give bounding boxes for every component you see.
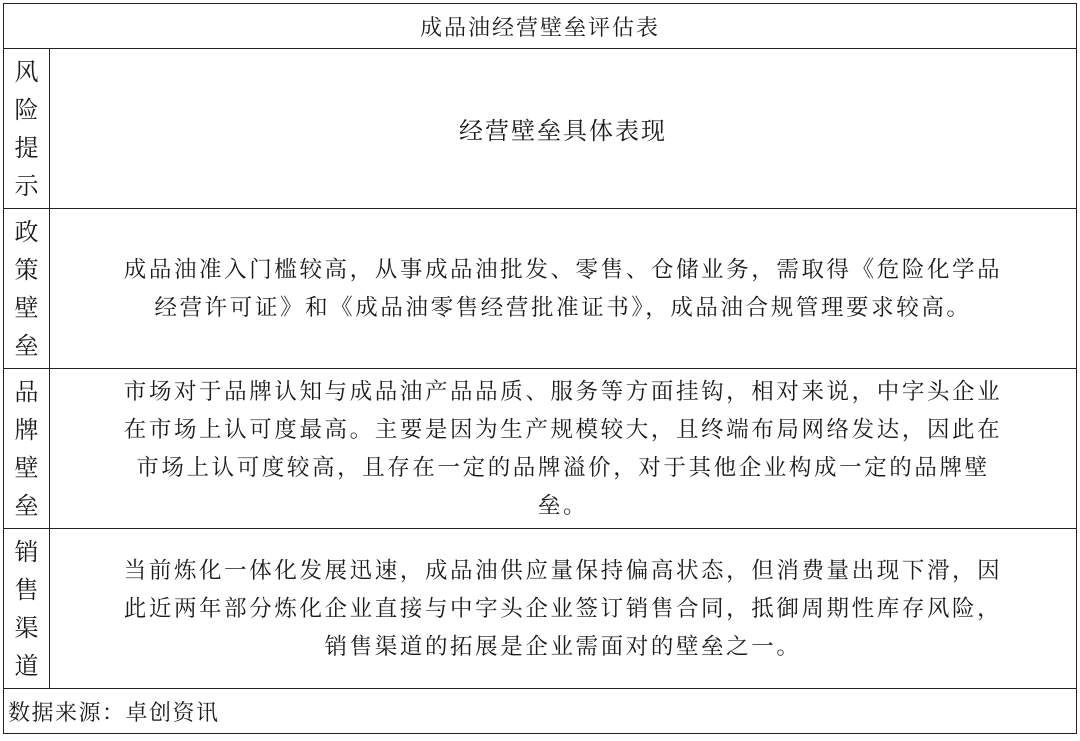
data-source-note: 数据来源：卓创资讯 — [4, 689, 1077, 734]
row-content-brand — [50, 369, 1077, 529]
table-row-sales-channel — [4, 529, 1077, 689]
row-label-char: 垒 — [14, 491, 39, 520]
table-row-brand-barrier — [4, 369, 1077, 529]
risk-header-label — [4, 49, 50, 209]
content-line: 在市场上认可度最高。主要是因为生产规模较大，且终端布局网络发达，因此在 — [123, 416, 1003, 443]
row-label-char: 售 — [14, 575, 39, 604]
row-content-policy — [50, 209, 1077, 369]
content-line: 市场上认可度较高，且存在一定的品牌溢价，对于其他企业构成一定的品牌壁 — [136, 454, 990, 481]
risk-header-char: 提 — [14, 133, 39, 162]
content-line: 当前炼化一体化发展迅速，成品油供应量保持偏高状态，但消费量出现下滑，因 — [123, 557, 1003, 584]
content-line: 经营许可证》和《成品油零售经营批准证书》，成品油合规管理要求较高。 — [154, 294, 972, 321]
row-label-brand — [4, 369, 50, 529]
row-label-char: 垒 — [14, 331, 39, 360]
source-row — [4, 689, 1077, 734]
row-label-char: 壁 — [14, 293, 39, 322]
barrier-assessment-sheet — [3, 3, 1076, 737]
row-label-policy — [4, 209, 50, 369]
risk-header-char: 风 — [14, 57, 39, 86]
row-label-char: 道 — [14, 651, 39, 680]
table-title: 成品油经营壁垒评估表 — [4, 4, 1077, 49]
row-label-channel — [4, 529, 50, 689]
risk-header-char: 险 — [14, 95, 39, 124]
content-line: 此近两年部分炼化企业直接与中字头企业签订销售合同，抵御周期性库存风险， — [123, 595, 1003, 622]
title-row — [4, 4, 1077, 49]
content-line: 成品油准入门槛较高，从事成品油批发、零售、仓储业务，需取得《危险化学品 — [123, 256, 1003, 283]
row-label-char: 策 — [14, 255, 39, 284]
content-line: 市场对于品牌认知与成品油产品品质、服务等方面挂钩，相对来说，中字头企业 — [123, 378, 1003, 405]
row-label-char: 销 — [14, 537, 39, 566]
content-header: 经营壁垒具体表现 — [50, 49, 1077, 209]
row-label-char: 渠 — [14, 613, 39, 642]
risk-header-char: 示 — [14, 171, 39, 200]
row-label-char: 政 — [14, 217, 39, 246]
content-line: 销售渠道的拓展是企业需面对的壁垒之一。 — [324, 633, 802, 660]
content-line: 垒。 — [537, 492, 589, 519]
row-content-channel — [50, 529, 1077, 689]
header-row — [4, 49, 1077, 209]
row-label-char: 牌 — [14, 415, 39, 444]
table-row-policy-barrier — [4, 209, 1077, 369]
row-label-char: 品 — [14, 377, 39, 406]
barrier-assessment-table — [3, 3, 1077, 734]
row-label-char: 壁 — [14, 453, 39, 482]
